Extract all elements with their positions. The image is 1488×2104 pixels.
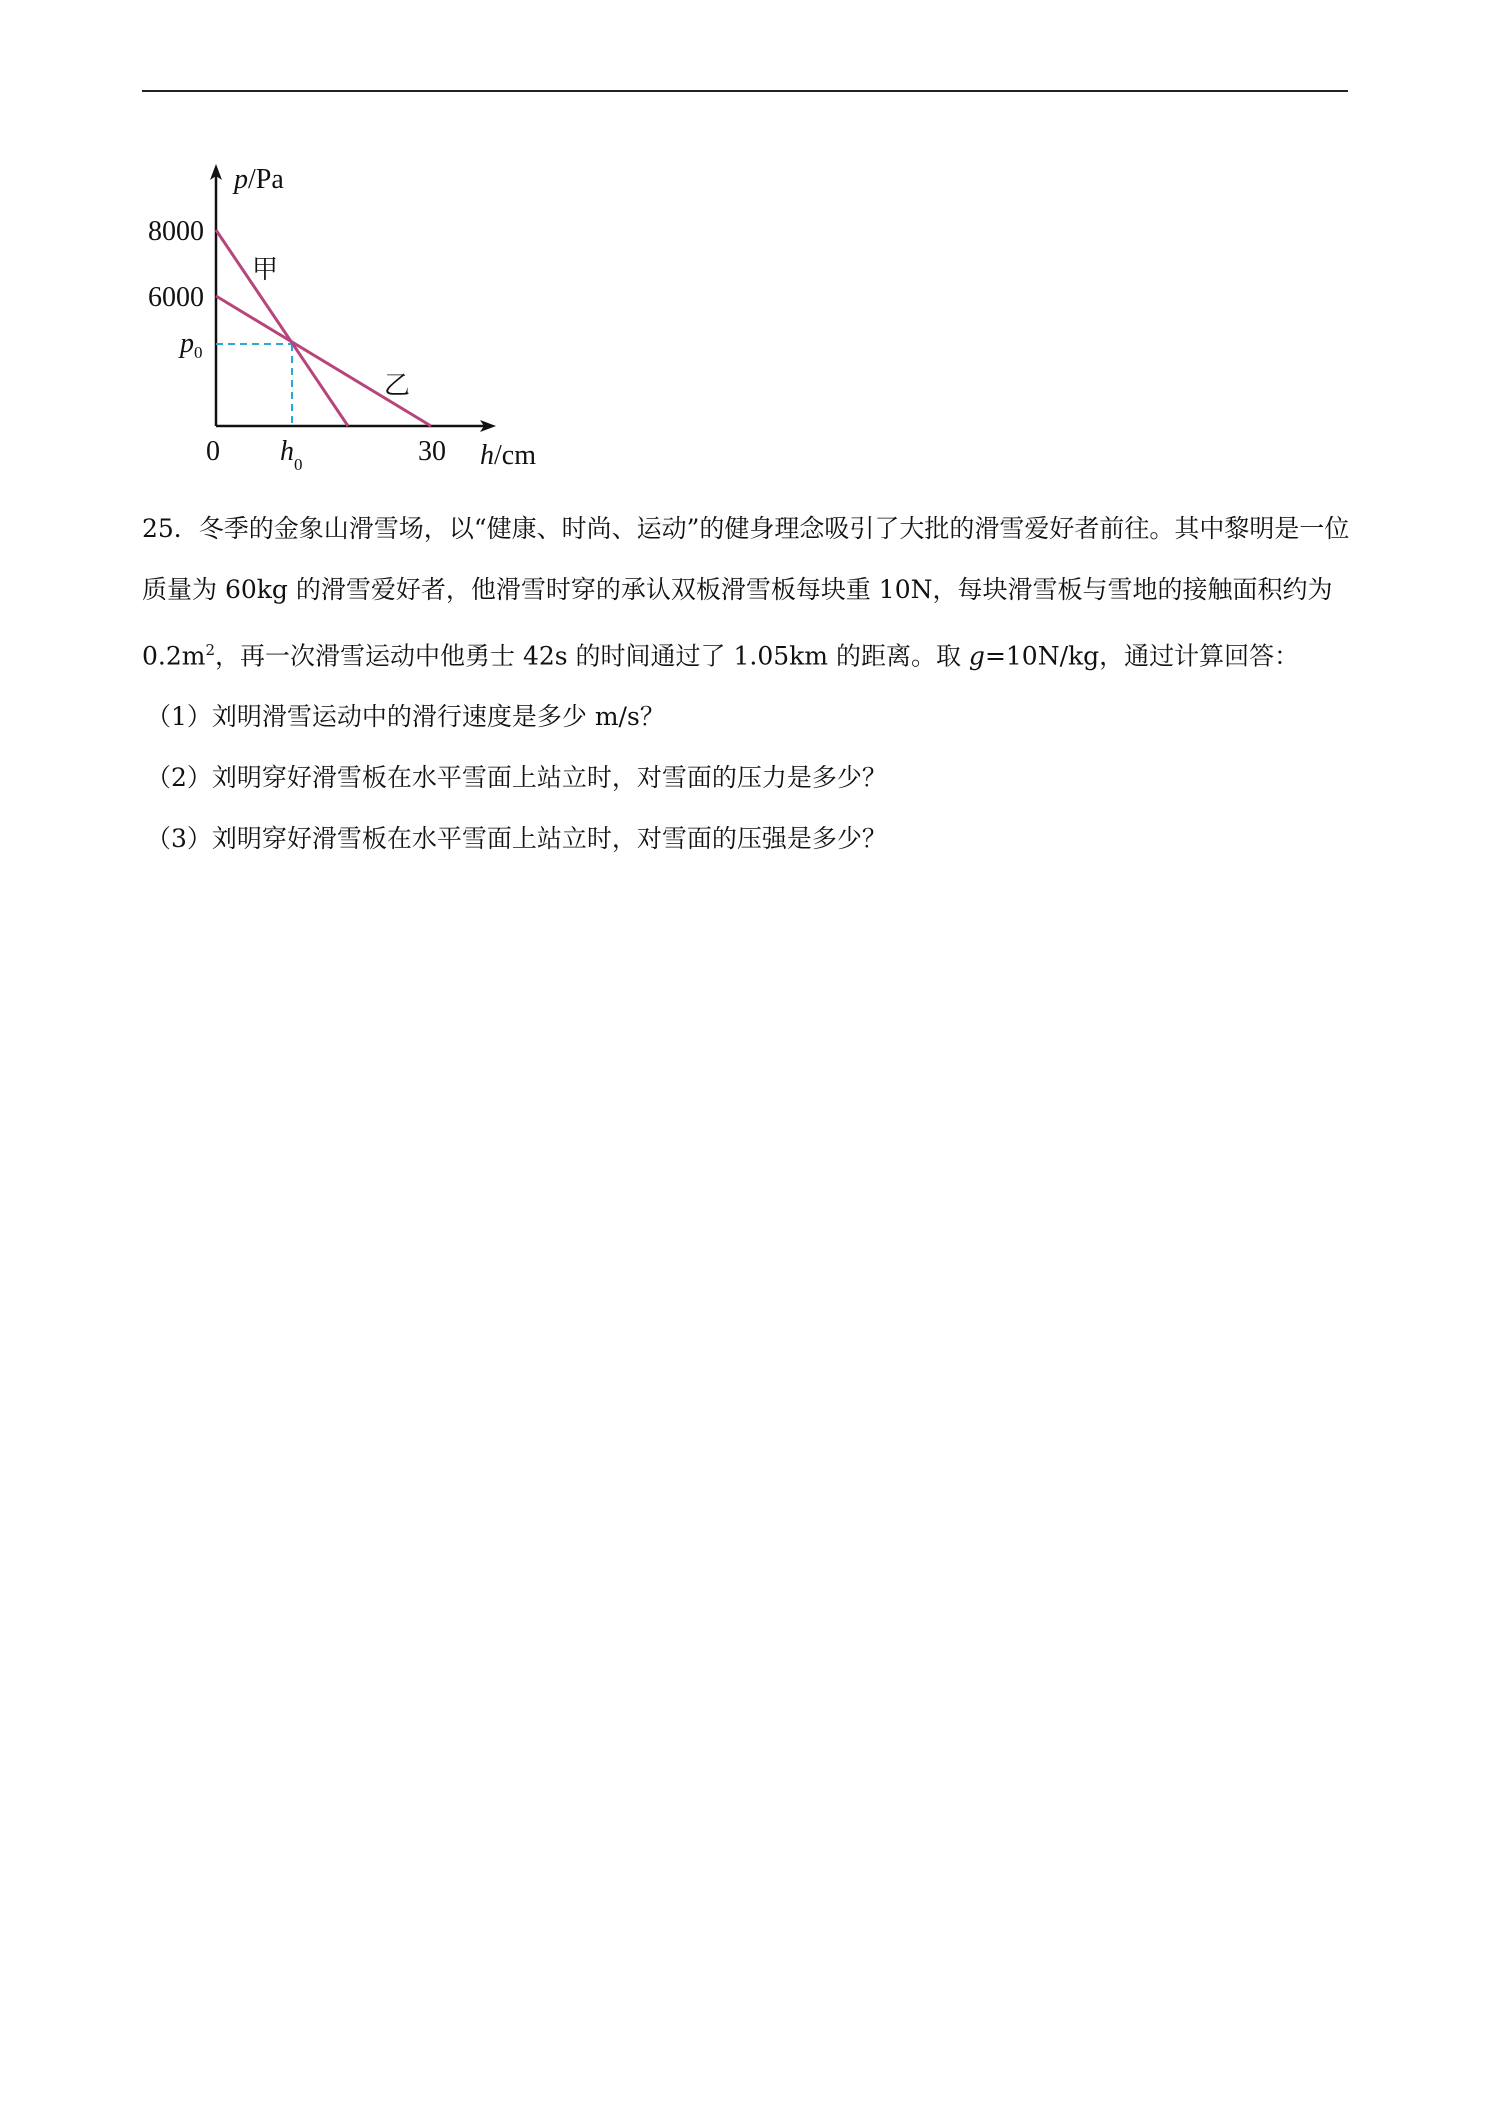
y-axis-label: p/Pa (234, 164, 284, 195)
x-tick-30: 30 (418, 436, 446, 467)
problem-25 (142, 498, 1352, 869)
stem-text-2: ，再一次滑雪运动中他勇士 42s 的时间通过了 1.05km 的距离。取 (215, 641, 969, 671)
stem-text-3: =10N/kg，通过计算回答： (984, 641, 1300, 671)
line-yi-label: 乙 (384, 371, 411, 400)
line-jia (216, 230, 348, 426)
stem-g-symbol: g (968, 641, 985, 671)
p0-label: $p_0$ (180, 328, 203, 362)
question-2: （2）刘明穿好滑雪板在水平雪面上站立时，对雪面的压力是多少？ (146, 763, 887, 793)
h0-label: $h_0$ (280, 436, 303, 474)
graph-svg (140, 158, 560, 478)
y-tick-6000: 6000 (148, 282, 204, 313)
line-yi (216, 296, 431, 426)
pressure-depth-graph (140, 158, 560, 478)
x-axis-label: h/cm (480, 440, 536, 471)
y-tick-8000: 8000 (148, 216, 204, 247)
stem-superscript: 2 (205, 641, 216, 659)
stem-text-1: 25．冬季的金象山滑雪场，以“健康、时尚、运动”的健身理念吸引了大批的滑雪爱好者前往。其中黎明是一位质量为 60kg 的滑雪爱好者，他滑雪时穿的承认双板滑雪板每块重 10N，每块滑雪板与雪地的接触面积约为 0.2m (142, 514, 1350, 671)
line-jia-label: 甲 (252, 255, 279, 284)
question-3: （3）刘明穿好滑雪板在水平雪面上站立时，对雪面的压强是多少？ (146, 824, 887, 854)
problem-stem (142, 498, 1352, 686)
question-1: （1）刘明滑雪运动中的滑行速度是多少 m/s？ (146, 702, 665, 732)
header-rule (142, 90, 1348, 92)
origin-label: 0 (206, 436, 220, 467)
